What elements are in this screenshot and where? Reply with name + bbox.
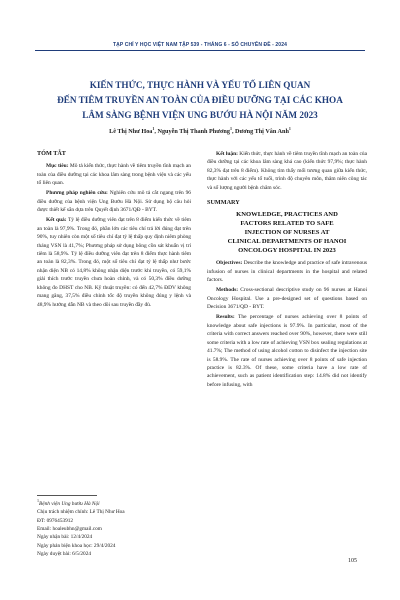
author-affiliation-mark: 1 (229, 126, 232, 131)
title-line: LÂM SÀNG BỆNH VIỆN UNG BƯỚU HÀ NỘI NĂM 2023 (82, 110, 318, 120)
footnote-line: Ngày duyệt bài: 6/5/2024 (37, 551, 91, 558)
footnote-divider (37, 495, 97, 496)
right-column (207, 150, 367, 391)
footnote-line: ĐT: 0976453912 (37, 517, 74, 524)
results-label: Kết quả: (46, 217, 67, 224)
abstract-conclusion (207, 150, 367, 192)
results-text-en: The percentage of nurses achieving over 8 points of knowledge about safe injections is 97.9%. In particular, most of the criteria with correct answers reached over 90%, however, there were still some criteria with a low rate of achieving VSN box sealing regulations at 41.7%; The method of using alcohol cotton to disinfect the injection site is 58.9%. The rate of nurses achieving over 8 points of safe injection practice is 82.3%. Of these, some criteria have a low rate of achievement, such as patient identification step: 14.8% did not identify before infusing, with (207, 314, 368, 388)
english-title (207, 210, 367, 255)
summary-objectives (207, 259, 367, 284)
methods-text-en: Cross-sectional descriptive study on 96 nurses at Hanoi Oncology Hospital. Use a pre-designed set of questions based on Decision 3671/QD - BYT. (207, 287, 368, 311)
english-title-line: INJECTION OF NURSES AT (244, 229, 330, 237)
conclusion-label: Kết luận: (216, 151, 238, 157)
affiliation-text: Bệnh viện Ung bướu Hà Nội (39, 500, 100, 507)
author-list: Lê Thị Như Hoa$^1$, Nguyễn Thị Thanh Phương$^1$, Dương Thị Vân Anh$^1$ (109, 126, 291, 136)
objectives-text: Describe the knowledge and practice of safe intravenous infusion of nurses in clinical departments in the hospital and related factors. (207, 260, 367, 284)
header-divider (35, 50, 365, 51)
abstract-heading: TÓM TẮT (37, 150, 66, 157)
page-number: 105 (348, 558, 357, 564)
abstract-objective (37, 162, 191, 187)
article-title (55, 78, 345, 123)
summary-heading: SUMMARY (207, 199, 240, 207)
objective-label: Mục tiêu: (46, 163, 69, 170)
author-name: Lê Thị Như Hoa (109, 128, 153, 136)
footnote-line: Chịu trách nhiệm chính: Lê Thị Như Hoa (37, 509, 125, 516)
title-line: KIẾN THỨC, THỰC HÀNH VÀ YẾU TỐ LIÊN QUAN (89, 80, 311, 90)
methods-label-en: Methods: (216, 287, 239, 294)
conclusion-text: Kiến thức, thực hành về tiêm truyền tĩnh mạch an toàn của điều dưỡng tại các khoa lâm sàng khá cao (kiến thức 97,9%; thực hành 82,3% đạt trên 8 điểm). Không tìm thấy mối tương quan giữa kiến thức, thực hành với các yếu tố tuổi, trình độ chuyên môn, thâm niên công tác và số lượng người bệnh chăm sóc. (207, 151, 368, 191)
methods-text: Nghiên cứu mô tả cắt ngang trên 96 điều dưỡng của bệnh viện Ung Bướu Hà Nội. Sử dụng bộ câu hỏi được thiết kế sẵn dựa trên Quyết định 3671/QĐ - BYT. (37, 190, 192, 214)
footnote-line: Email: hoaleubhn@gmail.com (37, 525, 102, 532)
affiliation-mark: 1 (37, 498, 39, 503)
journal-header: TẠP CHÍ Y HỌC VIỆT NAM TẬP 539 - THÁNG 6 - SỐ CHUYÊN ĐỀ - 2024 (113, 42, 287, 48)
author-affiliation-mark: 1 (288, 126, 291, 131)
footnote-line: Ngày nhận bài: 12/4/2024 (37, 534, 93, 541)
title-line: ĐẾN TIÊM TRUYỀN AN TOÀN CỦA ĐIỀU DƯỠNG TẠI CÁC KHOA (57, 95, 343, 105)
abstract-results (37, 216, 191, 308)
english-title-line: KNOWLEDGE, PRACTICES AND (236, 211, 338, 219)
english-title-line: CLINICAL DEPARTMENTS OF HANOI (227, 238, 347, 246)
methods-label: Phương pháp nghiên cứu: (46, 190, 108, 197)
author-affiliation-mark: 1 (152, 126, 155, 131)
author-name: Dương Thị Vân Anh (235, 128, 289, 136)
abstract-methods (37, 189, 191, 214)
summary-results (207, 313, 367, 389)
summary-methods (207, 286, 367, 311)
english-title-line: ONCOLOGY HOSPITAL IN 2023 (238, 247, 336, 255)
english-title-line: FACTORS RELATED TO SAFE (240, 220, 334, 228)
results-text: Tỷ lệ điều dưỡng viên đạt trên 8 điểm kiến thức về tiêm an toàn là 97,9%. Trong đó, phần lớn các tiêu chí trả lời đúng đạt trên 90%, tuy nhiên còn một số tiêu chí đạt tỷ lệ thấp quy định niêm phòng tháng VSN là 41,7%; Phương pháp sử dụng bông cồn sát khuẩn vị trí tiêm là 58,9%. Tỷ lệ điều dưỡng viên đạt trên 8 điểm thực hành tiêm an toàn là 82,3%. Trong đó, một số tiêu chí đạt tỷ lệ thấp như bước nhận diện NB có 14,8% không nhận diện trước khi truyền, có 59,1% giải thích trước truyền chưa hoàn chỉnh, và có 50,3% điều dưỡng không đo DHST cho NB. Kỹ thuật truyền: có đến 42,7% ĐDV không mang găng, 37,5% điều chỉnh tốc độ truyền không đúng y lệnh và 48,9% hướng dẫn NB và theo dõi sau truyền đầy đủ. (37, 217, 191, 308)
footnote-affiliation (37, 497, 191, 508)
objective-text: Mô tả kiến thức, thực hành về tiêm truyền tĩnh mạch an toàn của điều dưỡng tại các khoa lâm sàng trong bệnh viện và các yếu tố liên quan. (37, 163, 191, 187)
footnotes (37, 497, 191, 559)
author-name: Nguyễn Thị Thanh Phương (157, 128, 230, 136)
left-column (37, 150, 191, 311)
footnote-line: Ngày phản biện khoa học: 29/4/2024 (37, 542, 116, 549)
results-label-en: Results: (216, 314, 235, 321)
objectives-label: Objectives: (216, 260, 243, 267)
